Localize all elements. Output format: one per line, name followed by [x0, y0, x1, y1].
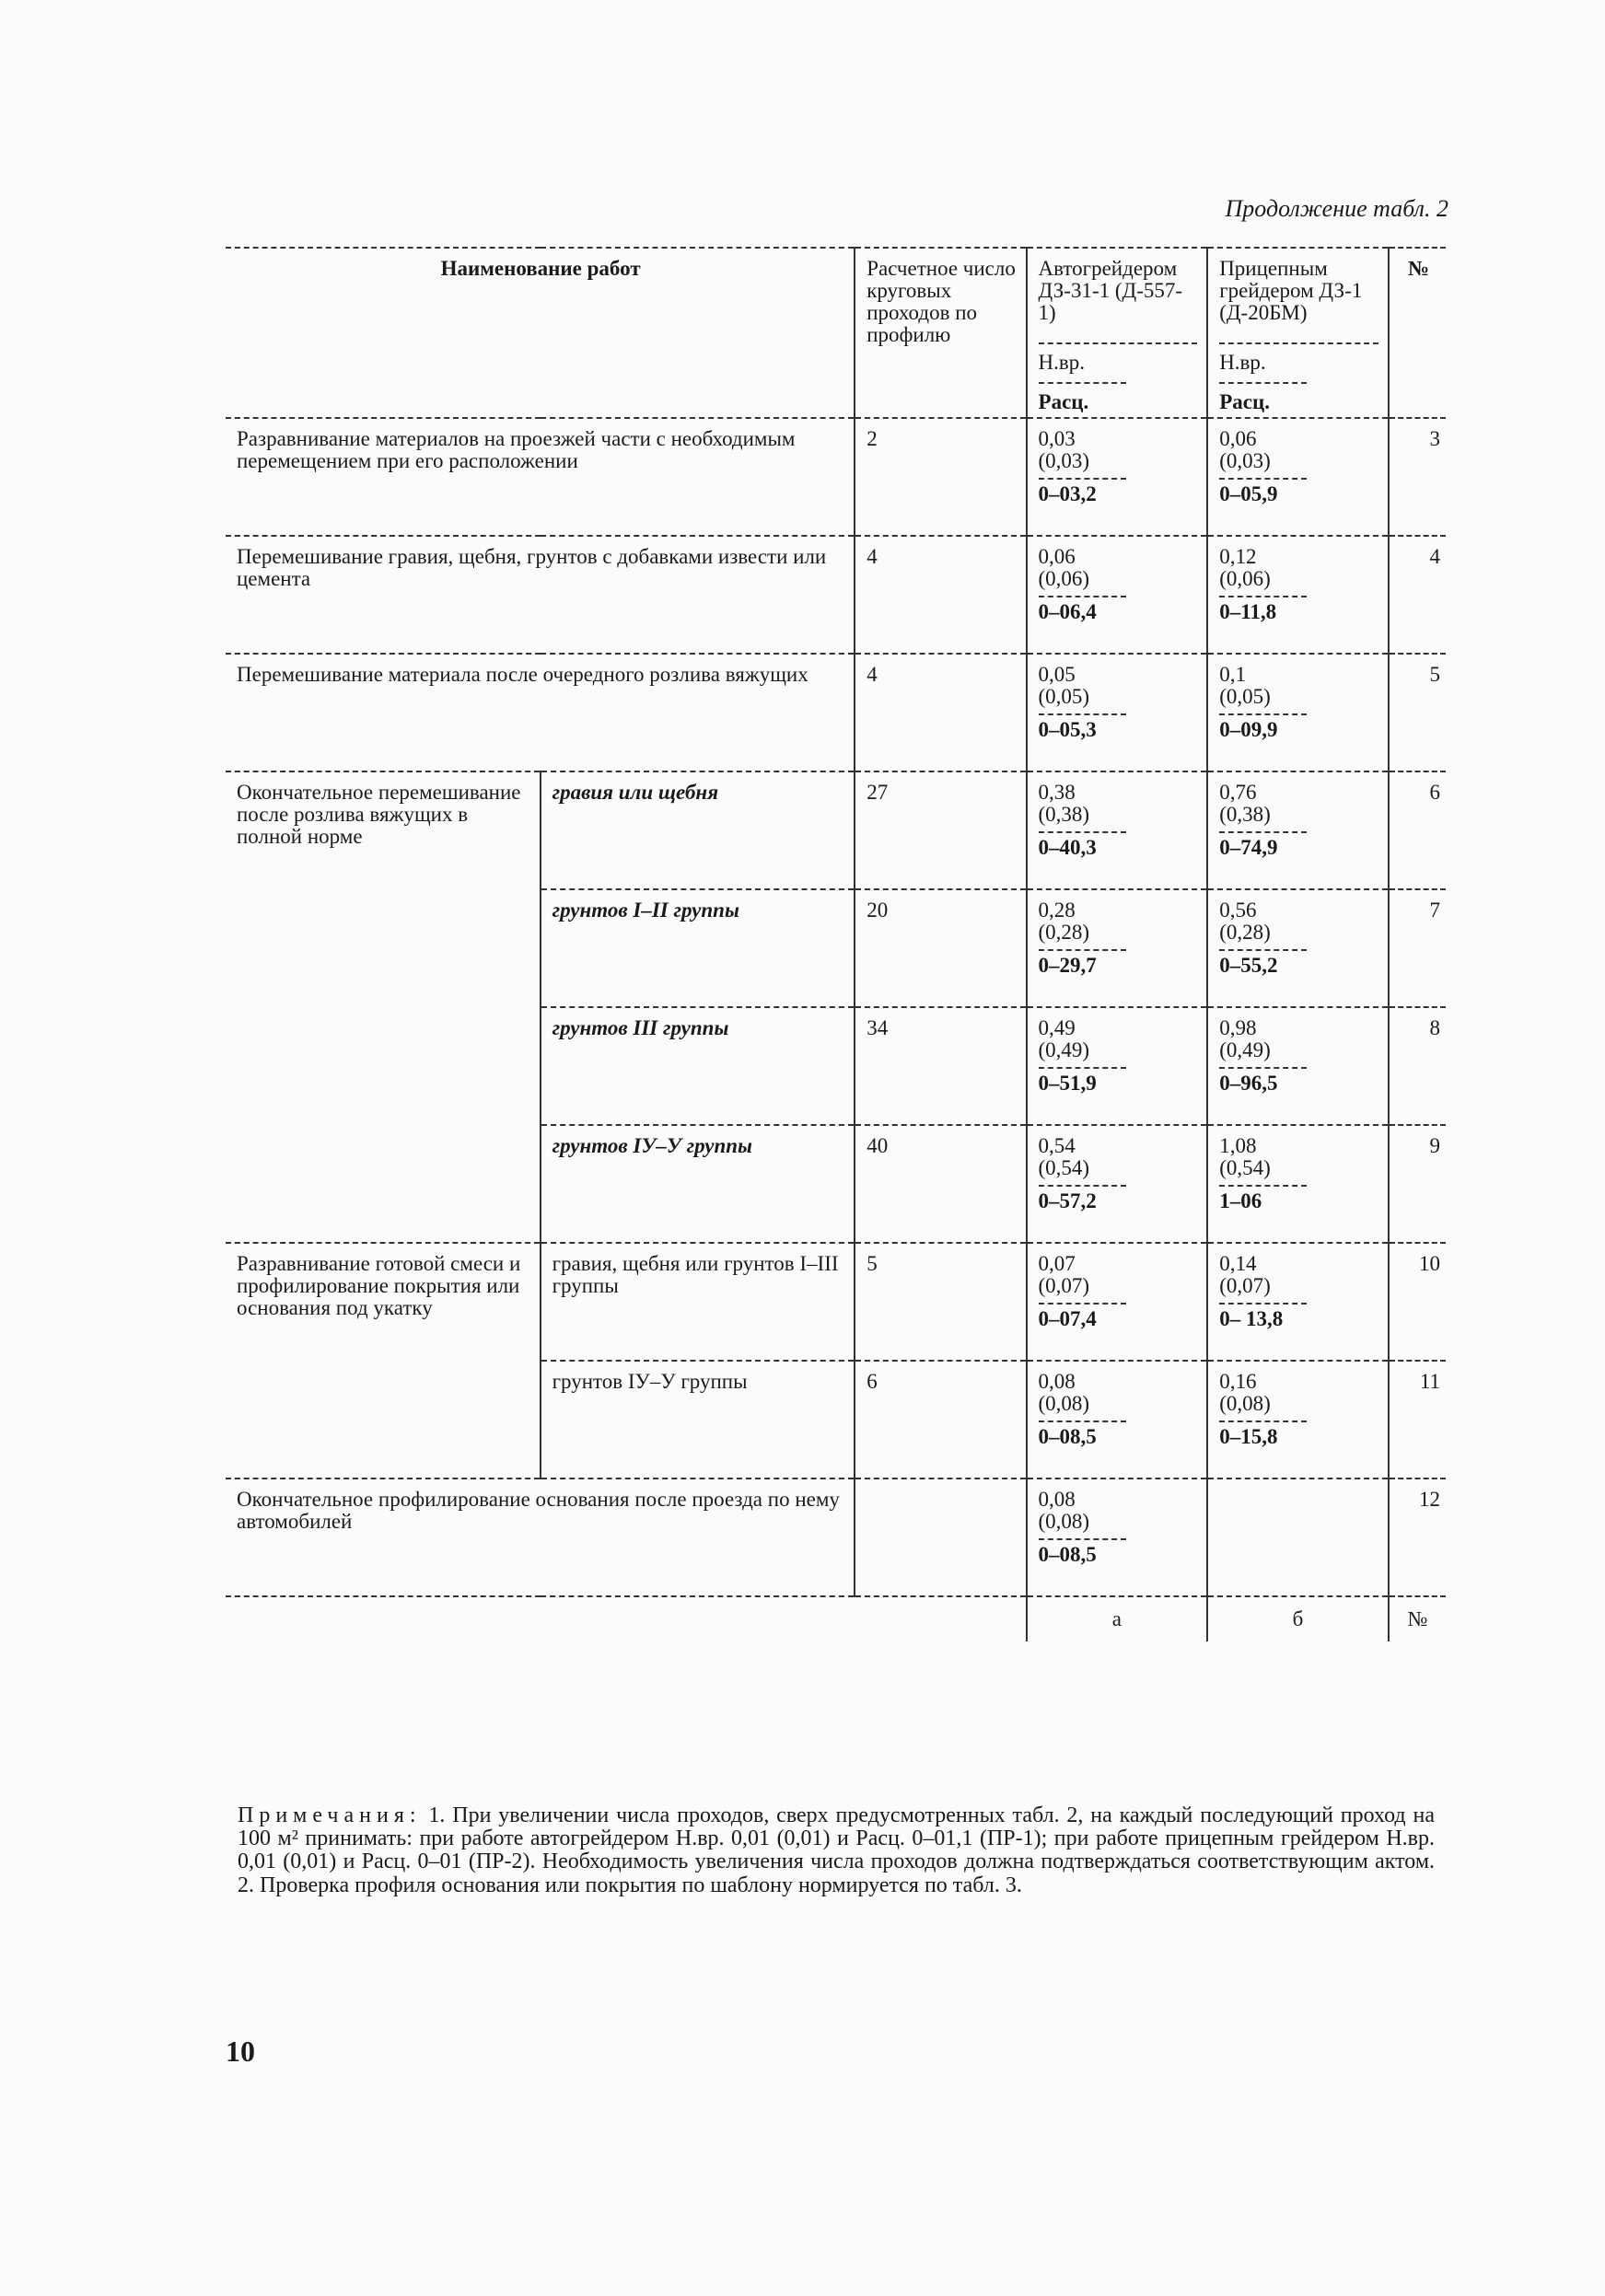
norm-rate: 0–03,2: [1038, 481, 1097, 505]
row-number: 10: [1389, 1243, 1446, 1361]
passes-count: 6: [855, 1361, 1026, 1478]
norm-rate: 0–57,2: [1038, 1189, 1097, 1212]
notes-text: 1. При увеличении числа проходов, сверх предусмотренных табл. 2, на каждый последующий проход на 100 м² принимать: при работе автогрейдером Н.вр. 0,01 (0,01) и Расц. 0–01,1 (ПР-1); при работе прицепным грейдером Н.вр. 0,01 (0,01) и Расц. 0–01 (ПР-2). Необходимость увеличения числа проходов должна подтверждаться соответствующим актом. 2. Проверка профиля основания или покрытия по шаблону нормируется по табл. 3.: [238, 1803, 1435, 1897]
header-rasc: Расц.: [1038, 389, 1089, 413]
header-passes: Расчетное число круговых проходов по профилю: [855, 248, 1026, 418]
norm-rate: 1–06: [1219, 1189, 1262, 1212]
header-autograder-units: [1039, 342, 1198, 412]
work-name: Перемешивание гравия, щебня, грунтов с добавками извести или цемента: [226, 536, 855, 654]
autograder-norm: [1027, 771, 1208, 889]
trailer-grader-norm: [1207, 1361, 1389, 1478]
trailer-grader-norm: [1207, 1125, 1389, 1243]
norm-time-paren: (0,05): [1038, 684, 1090, 708]
norm-time-paren: (0,08): [1038, 1391, 1090, 1415]
passes-count: 5: [855, 1243, 1026, 1361]
footer-col-a: а: [1027, 1596, 1208, 1641]
norm-time-paren: (0,28): [1038, 920, 1090, 944]
autograder-norm: [1027, 1125, 1208, 1243]
trailer-grader-norm: [1207, 418, 1389, 536]
norm-time-paren: (0,06): [1038, 566, 1090, 590]
row-number: 7: [1389, 889, 1446, 1007]
norm-rate: 0–74,9: [1219, 835, 1278, 859]
table-row: [226, 1243, 1446, 1361]
norm-time: 0,38: [1038, 780, 1076, 804]
norm-rate: 0–55,2: [1219, 953, 1278, 977]
norm-time: 0,98: [1219, 1015, 1257, 1039]
row-number: 12: [1389, 1478, 1446, 1596]
row-number: 6: [1389, 771, 1446, 889]
norm-time-paren: (0,03): [1038, 448, 1090, 472]
header-num: №: [1389, 248, 1446, 418]
norm-rate: 0–15,8: [1219, 1424, 1278, 1448]
norm-rate: 0–05,3: [1038, 717, 1097, 741]
norm-rate: 0–11,8: [1219, 599, 1277, 623]
norm-time: 0,06: [1219, 426, 1257, 450]
autograder-norm: [1027, 1361, 1208, 1478]
work-name: Разравнивание материалов на проезжей части с необходимым перемещением при его расположении: [237, 426, 796, 472]
page-number: 10: [226, 2035, 255, 2068]
trailer-grader-norm: [1207, 1243, 1389, 1361]
header-trailer-label: Прицепным грейдером ДЗ-1 (Д-20БМ): [1219, 257, 1363, 325]
autograder-norm: [1027, 1478, 1208, 1596]
norm-time: 0,12: [1219, 544, 1257, 568]
norm-time-paren: (0,08): [1038, 1509, 1090, 1533]
norm-rate: 0–07,4: [1038, 1306, 1097, 1330]
norm-rate: 0–06,4: [1038, 599, 1097, 623]
norms-table: [226, 247, 1446, 1641]
autograder-norm: [1027, 889, 1208, 1007]
norm-time-paren: (0,06): [1219, 566, 1271, 590]
norm-time-paren: (0,38): [1038, 802, 1090, 826]
trailer-grader-norm: [1207, 1478, 1389, 1596]
row-number: 11: [1389, 1361, 1446, 1478]
norm-time: 0,1: [1219, 662, 1246, 686]
header-trailer-units: [1219, 342, 1378, 412]
norm-time: 0,03: [1038, 426, 1076, 450]
row-number: 8: [1389, 1007, 1446, 1125]
row-number: 4: [1389, 536, 1446, 654]
norm-rate: 0–08,5: [1038, 1424, 1097, 1448]
trailer-grader-norm: [1207, 536, 1389, 654]
norm-time-paren: (0,03): [1219, 448, 1271, 472]
table-row: [226, 536, 1446, 654]
footer-col-num: №: [1389, 1596, 1446, 1641]
norm-time: 0,76: [1219, 780, 1257, 804]
work-subtype: грунтов IУ–У группы: [541, 1125, 855, 1243]
header-hvr: Н.вр.: [1038, 351, 1085, 375]
norm-time-paren: (0,07): [1038, 1273, 1090, 1297]
work-name: Окончательное профилирование основания после проезда по нему автомобилей: [226, 1478, 855, 1596]
norm-rate: 0–96,5: [1219, 1071, 1278, 1095]
trailer-grader-norm: [1207, 771, 1389, 889]
header-work-name: Наименование работ: [226, 248, 855, 418]
work-subtype: гравия или щебня: [541, 771, 855, 889]
norm-time: 0,08: [1038, 1369, 1076, 1393]
norm-time-paren: (0,07): [1219, 1273, 1271, 1297]
trailer-grader-norm: [1207, 1007, 1389, 1125]
notes: [238, 1804, 1435, 1897]
table-footer-row: [226, 1596, 1446, 1641]
passes-count: 2: [855, 418, 1026, 536]
trailer-grader-norm: [1207, 654, 1389, 771]
passes-count: 40: [855, 1125, 1026, 1243]
norm-time: 0,28: [1038, 898, 1076, 922]
norm-time: 0,54: [1038, 1133, 1076, 1157]
norm-time-paren: (0,49): [1038, 1038, 1090, 1061]
norm-rate: 0–08,5: [1038, 1542, 1097, 1566]
norm-time: 1,08: [1219, 1133, 1257, 1157]
norm-time-paren: (0,54): [1038, 1155, 1090, 1179]
trailer-grader-norm: [1207, 889, 1389, 1007]
norm-time: 0,07: [1038, 1251, 1076, 1275]
norm-time-paren: (0,08): [1219, 1391, 1271, 1415]
norm-rate: 0–05,9: [1219, 481, 1278, 505]
work-name: Перемешивание материала после очередного розлива вяжущих: [226, 654, 855, 771]
norm-time: 0,16: [1219, 1369, 1257, 1393]
table-row: [226, 654, 1446, 771]
notes-label: Примечания:: [238, 1803, 422, 1827]
work-subtype: гравия, щебня или грунтов I–III группы: [541, 1243, 855, 1361]
norm-time: 0,56: [1219, 898, 1257, 922]
norm-time-paren: (0,28): [1219, 920, 1271, 944]
row-number: 3: [1389, 418, 1446, 536]
norm-time: 0,14: [1219, 1251, 1257, 1275]
header-trailer-grader: [1207, 248, 1389, 418]
header-autograder: [1027, 248, 1208, 418]
table-row: [226, 771, 1446, 889]
passes-count: 20: [855, 889, 1026, 1007]
table-row: [226, 1478, 1446, 1596]
autograder-norm: [1027, 418, 1208, 536]
passes-count: 4: [855, 654, 1026, 771]
passes-count: 4: [855, 536, 1026, 654]
work-subtype: грунтов I–II группы: [541, 889, 855, 1007]
table-continuation-caption: Продолжение табл. 2: [1225, 195, 1448, 222]
header-autograder-label: Автогрейдером ДЗ-31-1 (Д-557-1): [1038, 257, 1183, 325]
norm-rate: 0–40,3: [1038, 835, 1097, 859]
autograder-norm: [1027, 1007, 1208, 1125]
norm-rate: 0–29,7: [1038, 953, 1097, 977]
norm-time: 0,08: [1038, 1487, 1076, 1511]
work-subtype: грунтов IУ–У группы: [541, 1361, 855, 1478]
footer-col-b: б: [1207, 1596, 1389, 1641]
passes-count: 34: [855, 1007, 1026, 1125]
work-name: Окончательное перемешивание после розлива вяжущих в полной норме: [226, 771, 541, 1243]
row-number: 5: [1389, 654, 1446, 771]
norm-time: 0,06: [1038, 544, 1076, 568]
norm-time-paren: (0,49): [1219, 1038, 1271, 1061]
norm-time-paren: (0,38): [1219, 802, 1271, 826]
norm-time: 0,05: [1038, 662, 1076, 686]
norm-rate: 0– 13,8: [1219, 1306, 1284, 1330]
table-header-row: [226, 248, 1446, 418]
header-rasc: Расц.: [1219, 389, 1270, 413]
passes-count: [855, 1478, 1026, 1596]
table-row: [226, 418, 1446, 536]
autograder-norm: [1027, 654, 1208, 771]
norm-time: 0,49: [1038, 1015, 1076, 1039]
autograder-norm: [1027, 1243, 1208, 1361]
norm-time-paren: (0,05): [1219, 684, 1271, 708]
norm-rate: 0–09,9: [1219, 717, 1278, 741]
work-name: Разравнивание готовой смеси и профилирование покрытия или основания под укатку: [226, 1243, 541, 1478]
norm-rate: 0–51,9: [1038, 1071, 1097, 1095]
autograder-norm: [1027, 536, 1208, 654]
header-hvr: Н.вр.: [1219, 351, 1266, 375]
passes-count: 27: [855, 771, 1026, 889]
work-subtype: грунтов III группы: [541, 1007, 855, 1125]
row-number: 9: [1389, 1125, 1446, 1243]
norm-time-paren: (0,54): [1219, 1155, 1271, 1179]
